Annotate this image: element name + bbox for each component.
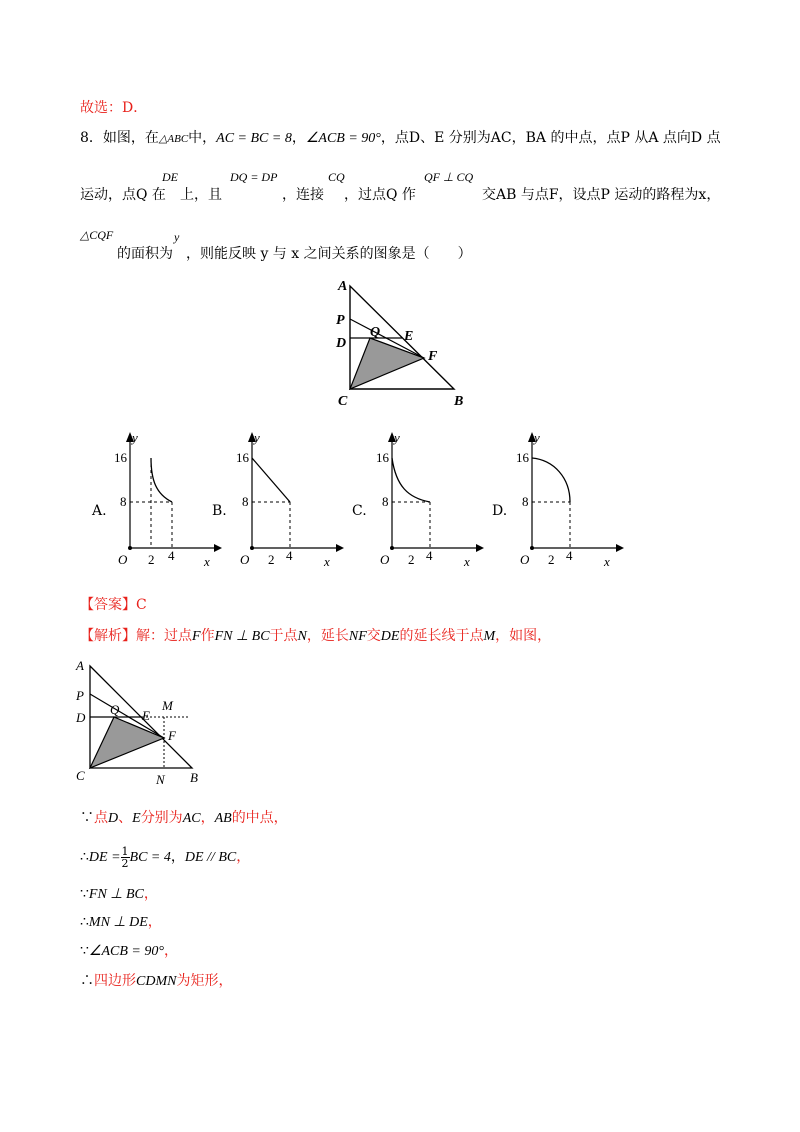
fig2-label-A: A (76, 658, 84, 673)
option-a-label: A. (92, 503, 107, 519)
label-B: B (454, 394, 464, 409)
fig2-label-B: B (190, 770, 198, 785)
svg-text:4: 4 (286, 548, 293, 563)
svg-text:x: x (464, 554, 470, 569)
option-b-graph (234, 428, 344, 570)
question-qf-perp-cq: QF ⊥ CQ (424, 170, 474, 184)
svg-text:4: 4 (566, 548, 573, 563)
fig2-label-C: C (76, 768, 85, 783)
svg-text:x: x (324, 554, 330, 569)
label-P: P (336, 313, 345, 328)
svg-text:2: 2 (268, 552, 275, 567)
svg-text:16: 16 (516, 450, 529, 465)
svg-text:8: 8 (120, 494, 127, 509)
svg-text:16: 16 (376, 450, 389, 465)
svg-text:y: y (394, 430, 400, 445)
label-F: F (428, 349, 438, 364)
question-cq: CQ (328, 170, 345, 184)
fig2-label-N: N (156, 772, 165, 787)
figure-triangle-abc (320, 272, 480, 412)
fig2-label-Q: Q (110, 702, 120, 717)
previous-answer: 故选：D． (80, 100, 148, 116)
svg-text:16: 16 (236, 450, 249, 465)
step-6: ∴四边形CDMN为矩形， (80, 973, 233, 989)
svg-text:x: x (204, 554, 210, 569)
step-2: ∴DE = $\frac{1}{2}$ BC = 4，DE // BC， (80, 844, 251, 870)
label-Q: Q (370, 325, 381, 340)
fig2-label-F: F (168, 728, 176, 743)
option-d-label: D. (492, 503, 508, 519)
label-C: C (338, 394, 348, 409)
fraction-one-half: $\frac{1}{2}$ (121, 844, 129, 870)
option-c-label: C. (352, 503, 367, 519)
option-d-graph (514, 428, 624, 570)
svg-text:y: y (132, 430, 138, 445)
fig2-label-E: E (142, 708, 150, 723)
figure-rectangle-cdmn (72, 654, 212, 790)
question-line-1: 8．如图，在△ABC中，AC = BC = 8，∠ACB = 90°，点D、E 分别为AC，BA 的中点，点P 从A 点向D 点 (80, 130, 721, 146)
option-b-label: B. (212, 503, 227, 519)
fig2-label-M: M (162, 698, 173, 713)
question-number: 8． (80, 130, 103, 146)
answer-value: C (136, 597, 147, 613)
svg-text:O: O (520, 552, 530, 567)
svg-text:O: O (380, 552, 390, 567)
step-1: ∵点D、E分别为AC，AB的中点， (80, 810, 288, 826)
analysis-line: 【解析】解：过点F作FN ⊥ BC于点N，延长NF交DE的延长线于点M，如图， (80, 628, 552, 644)
svg-text:16: 16 (114, 450, 127, 465)
label-D: D (336, 336, 347, 351)
question-line-2: 运动，点Q 在 (80, 187, 166, 203)
label-E: E (404, 329, 414, 344)
question-dq-dp: DQ = DP (230, 170, 278, 184)
step-4: ∴MN ⊥ DE， (80, 914, 162, 930)
svg-text:8: 8 (382, 494, 389, 509)
step-5: ∵∠ACB = 90°， (80, 943, 178, 959)
svg-text:4: 4 (426, 548, 433, 563)
fig2-label-D: D (76, 710, 86, 725)
answer-label: 【答案】 (80, 597, 136, 613)
step-3: ∵FN ⊥ BC， (80, 886, 158, 902)
svg-text:2: 2 (148, 552, 155, 567)
answer-line (80, 596, 147, 614)
svg-text:2: 2 (548, 552, 555, 567)
option-a-graph (112, 428, 222, 570)
option-c-graph (374, 428, 484, 570)
svg-text:y: y (254, 430, 260, 445)
fig2-label-P: P (76, 688, 84, 703)
svg-text:4: 4 (168, 548, 175, 563)
question-tri-cqf: △CQF (80, 228, 114, 242)
svg-text:8: 8 (522, 494, 529, 509)
svg-text:O: O (240, 552, 250, 567)
svg-text:O: O (118, 552, 128, 567)
svg-text:x: x (604, 554, 610, 569)
svg-text:2: 2 (408, 552, 415, 567)
label-A: A (338, 279, 348, 294)
svg-text:8: 8 (242, 494, 249, 509)
question-de: DE (162, 170, 178, 184)
analysis-label: 【解析】 (80, 628, 136, 644)
svg-text:y: y (534, 430, 540, 445)
